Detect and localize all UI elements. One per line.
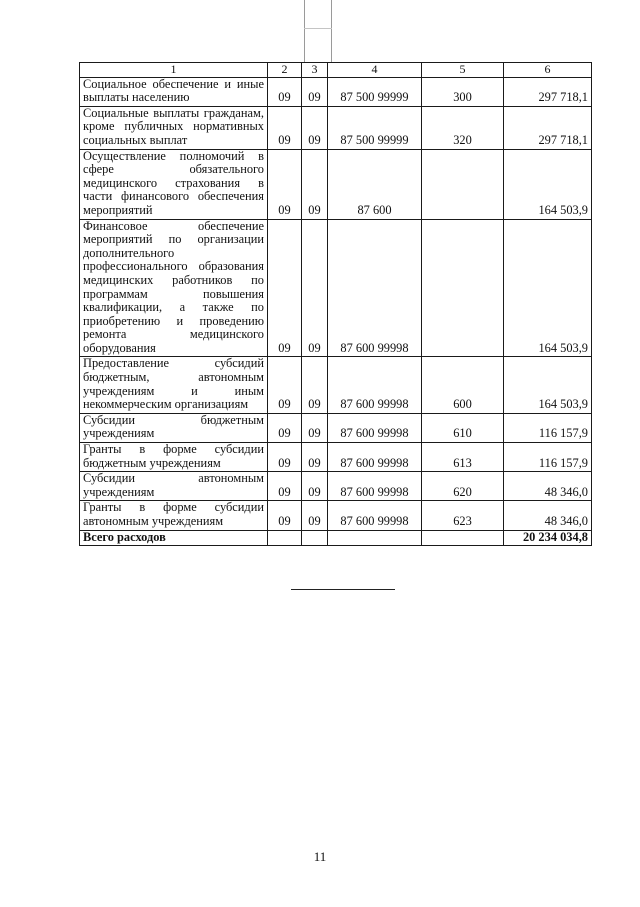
page-number: 11 xyxy=(313,849,327,864)
subsection-code: 09 xyxy=(302,106,328,149)
amount: 164 503,9 xyxy=(504,219,592,357)
row-name: Осуществление полномочий в сфере обязательного медицинского страхования в части финансового обеспечения мероприятий xyxy=(80,149,268,219)
column-header-2: 2 xyxy=(268,63,302,78)
column-header-6: 6 xyxy=(504,63,592,78)
amount: 297 718,1 xyxy=(504,77,592,106)
subsection-code: 09 xyxy=(302,413,328,442)
target-article-code: 87 500 99999 xyxy=(328,106,422,149)
total-label: Всего расходов xyxy=(80,530,268,546)
expense-type-code: 600 xyxy=(422,357,504,413)
section-code: 09 xyxy=(268,472,302,501)
expense-type-code: 300 xyxy=(422,77,504,106)
target-article-code: 87 500 99999 xyxy=(328,77,422,106)
subsection-code: 09 xyxy=(302,149,328,219)
table-row xyxy=(80,443,592,472)
total-amount: 20 234 034,8 xyxy=(504,530,592,546)
section-code: 09 xyxy=(268,219,302,357)
table-row xyxy=(80,149,592,219)
target-article-code: 87 600 xyxy=(328,149,422,219)
expense-type-code: 623 xyxy=(422,501,504,530)
column-header-4: 4 xyxy=(328,63,422,78)
table-row xyxy=(80,219,592,357)
table-row xyxy=(80,77,592,106)
row-name: Гранты в форме субсидии автономным учреждениям xyxy=(80,501,268,530)
empty-cell xyxy=(268,530,302,546)
section-code: 09 xyxy=(268,443,302,472)
target-article-code: 87 600 99998 xyxy=(328,219,422,357)
column-header-1: 1 xyxy=(80,63,268,78)
subsection-code: 09 xyxy=(302,219,328,357)
amount: 48 346,0 xyxy=(504,501,592,530)
table-row xyxy=(80,357,592,413)
subsection-code: 09 xyxy=(302,77,328,106)
expense-type-code: 613 xyxy=(422,443,504,472)
section-code: 09 xyxy=(268,413,302,442)
row-name: Субсидии бюджетным учреждениям xyxy=(80,413,268,442)
section-code: 09 xyxy=(268,501,302,530)
table-row xyxy=(80,472,592,501)
target-article-code: 87 600 99998 xyxy=(328,501,422,530)
amount: 48 346,0 xyxy=(504,472,592,501)
target-article-code: 87 600 99998 xyxy=(328,443,422,472)
table-row xyxy=(80,106,592,149)
end-of-table-rule xyxy=(291,589,395,590)
empty-cell xyxy=(328,530,422,546)
subsection-code: 09 xyxy=(302,443,328,472)
section-code: 09 xyxy=(268,357,302,413)
row-name: Социальные выплаты гражданам, кроме публичных нормативных социальных выплат xyxy=(80,106,268,149)
amount: 164 503,9 xyxy=(504,149,592,219)
section-code: 09 xyxy=(268,149,302,219)
budget-table xyxy=(79,62,592,546)
scan-artifact-line xyxy=(331,0,332,62)
target-article-code: 87 600 99998 xyxy=(328,357,422,413)
row-name: Гранты в форме субсидии бюджетным учреждениям xyxy=(80,443,268,472)
amount: 164 503,9 xyxy=(504,357,592,413)
column-header-5: 5 xyxy=(422,63,504,78)
row-name: Субсидии автономным учреждениям xyxy=(80,472,268,501)
expense-type-code xyxy=(422,219,504,357)
total-row xyxy=(80,530,592,546)
expense-type-code: 610 xyxy=(422,413,504,442)
scan-artifact-line xyxy=(304,28,332,29)
empty-cell xyxy=(302,530,328,546)
row-name: Предоставление субсидий бюджетным, автономным учреждениям и иным некоммерческим организациям xyxy=(80,357,268,413)
subsection-code: 09 xyxy=(302,501,328,530)
scan-artifact-line xyxy=(304,0,305,62)
amount: 116 157,9 xyxy=(504,443,592,472)
column-header-3: 3 xyxy=(302,63,328,78)
amount: 297 718,1 xyxy=(504,106,592,149)
expense-type-code xyxy=(422,149,504,219)
amount: 116 157,9 xyxy=(504,413,592,442)
header-row xyxy=(80,63,592,78)
empty-cell xyxy=(422,530,504,546)
subsection-code: 09 xyxy=(302,472,328,501)
section-code: 09 xyxy=(268,106,302,149)
subsection-code: 09 xyxy=(302,357,328,413)
table-row xyxy=(80,501,592,530)
row-name: Финансовое обеспечение мероприятий по организации дополнительного профессионального образования медицинских работников по программам повышения квалификации, а также по приобретению и проведению ремонта медицинского оборудования xyxy=(80,219,268,357)
row-name: Социальное обеспечение и иные выплаты населению xyxy=(80,77,268,106)
expense-type-code: 320 xyxy=(422,106,504,149)
target-article-code: 87 600 99998 xyxy=(328,413,422,442)
target-article-code: 87 600 99998 xyxy=(328,472,422,501)
section-code: 09 xyxy=(268,77,302,106)
table-row xyxy=(80,413,592,442)
expense-type-code: 620 xyxy=(422,472,504,501)
